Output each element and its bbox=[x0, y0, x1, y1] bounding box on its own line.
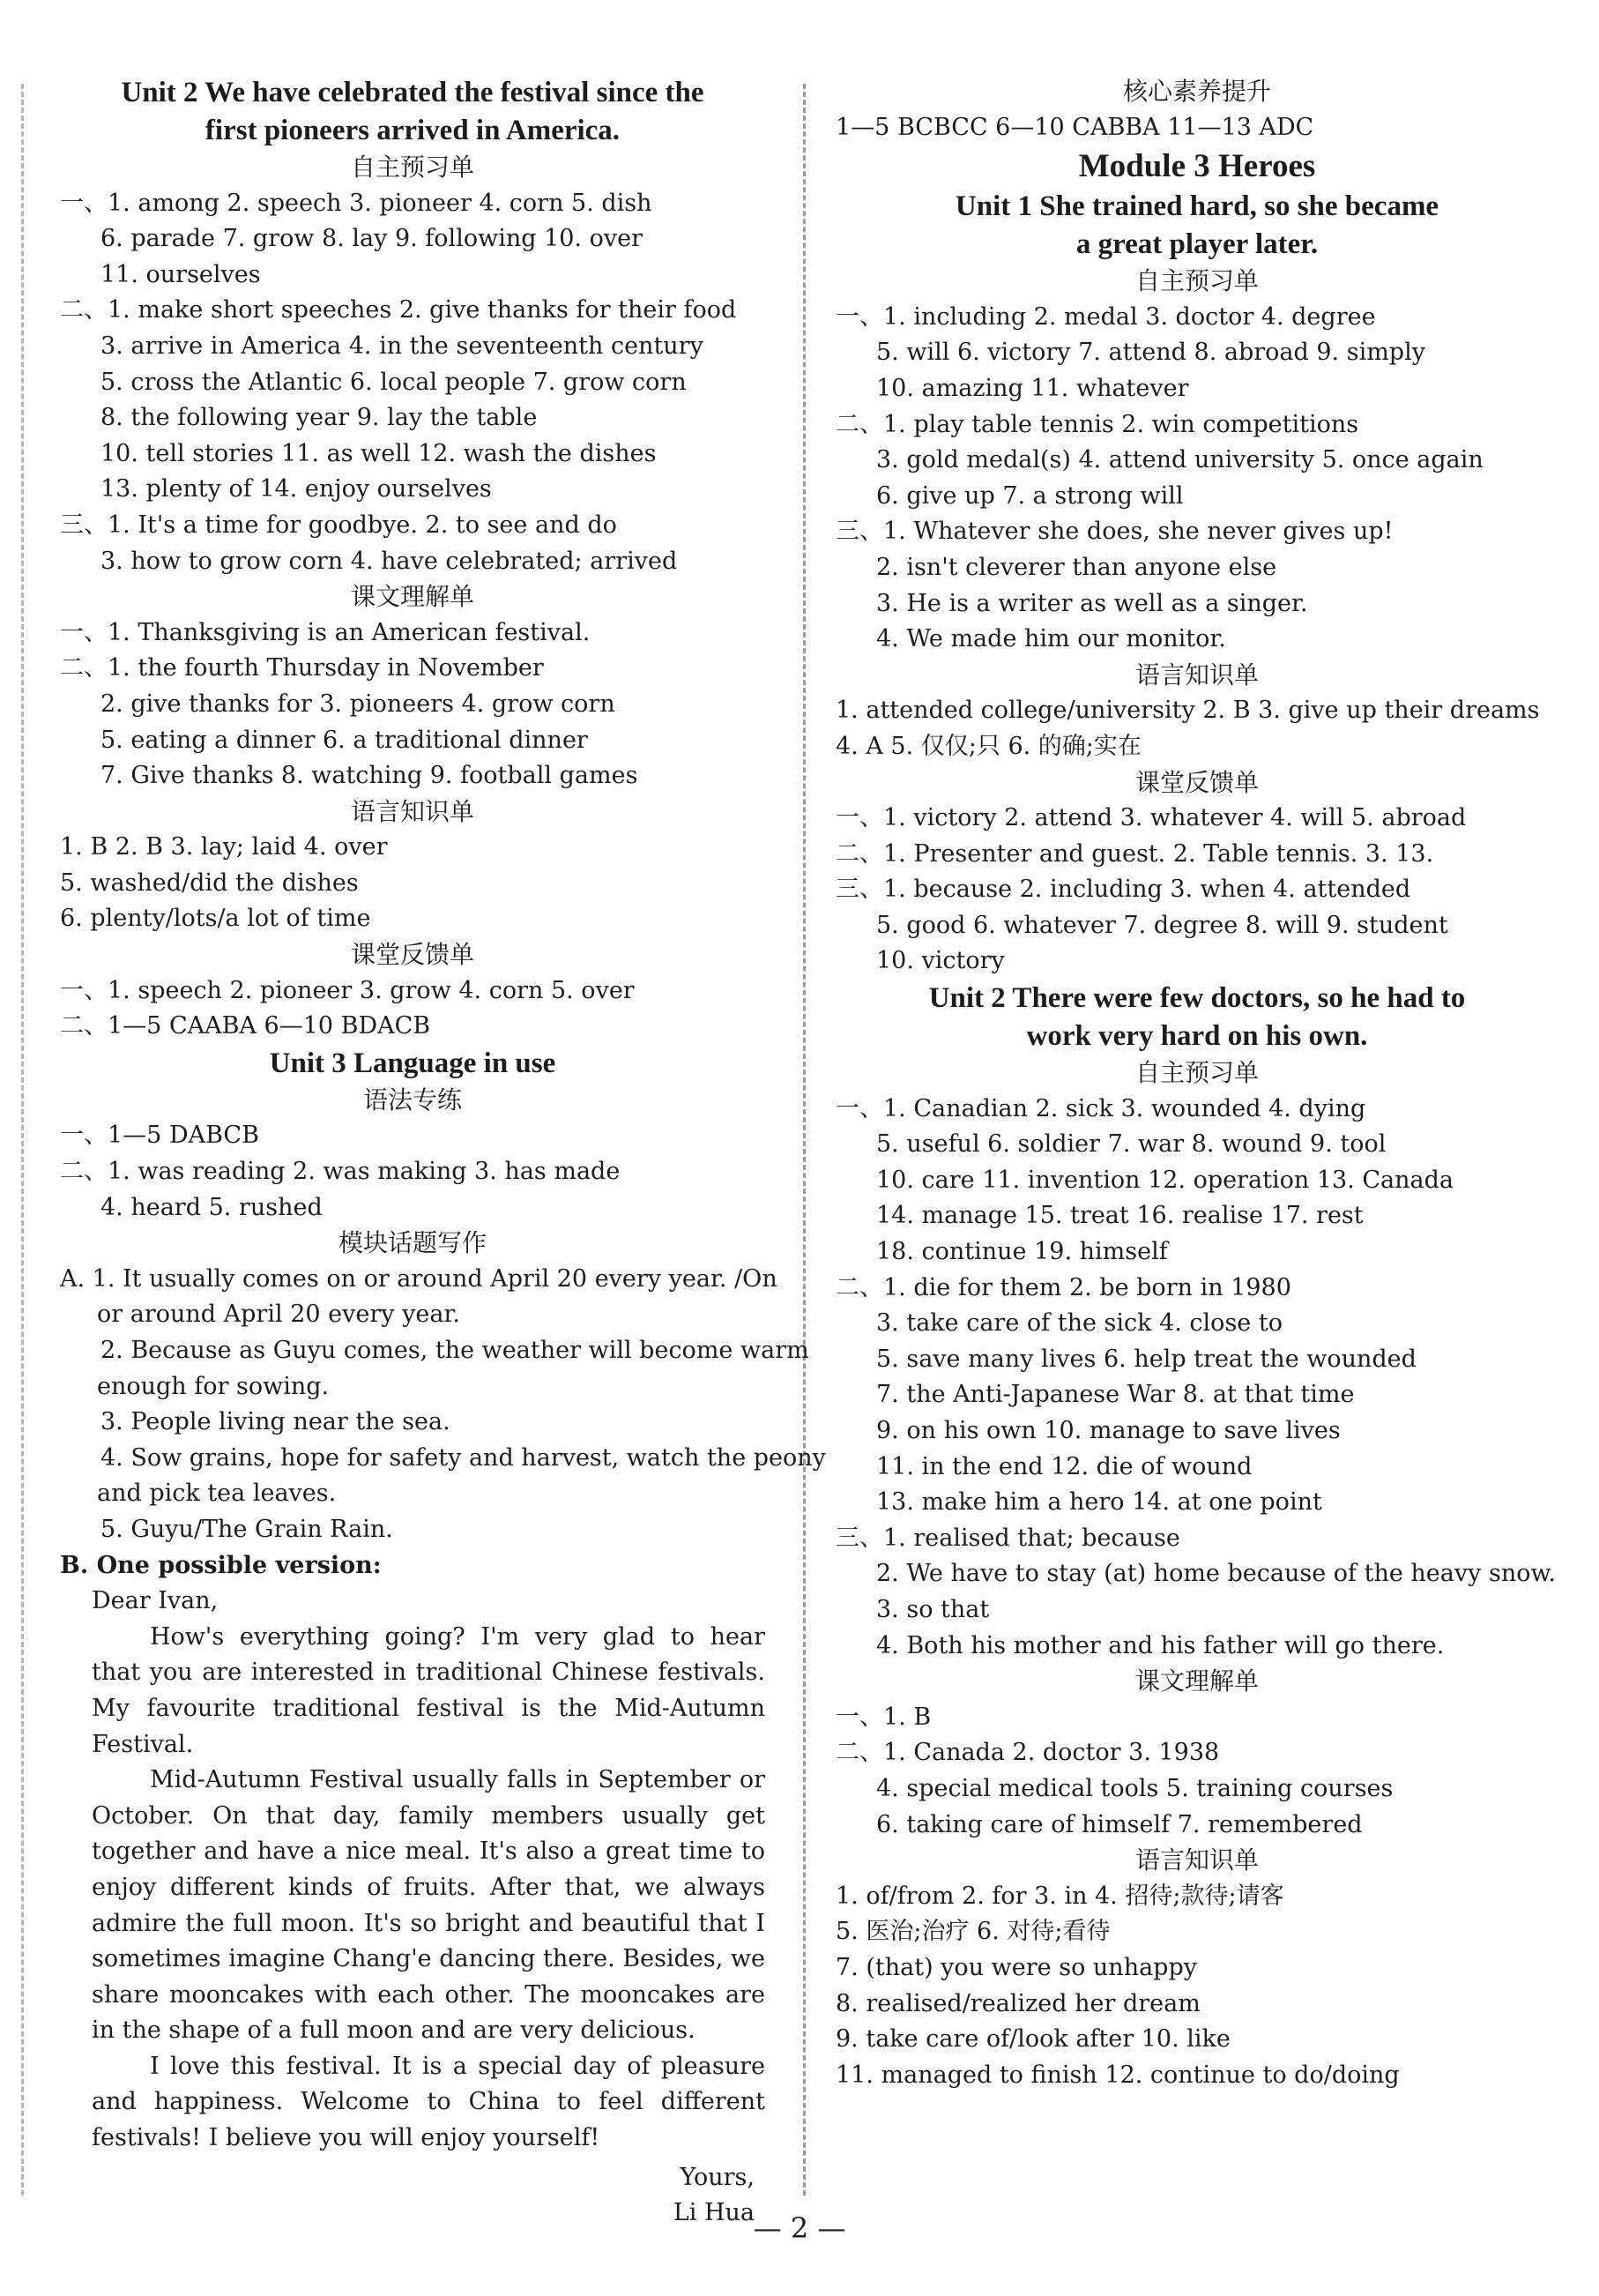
answer-line: 6. give up 7. a strong will bbox=[876, 481, 1184, 510]
answer-line: 5. 医治;治疗 6. 对待;看待 bbox=[836, 1918, 1111, 1946]
letter-paragraph: How's everything going? I'm very glad to hear that you are interested in traditional Chinese festivals. My favourite traditional festival is the Mid-Autumn Festival. bbox=[92, 1622, 765, 1758]
answer-line: 2. give thanks for 3. pioneers 4. grow corn bbox=[100, 690, 615, 718]
section-heading: 课文理解单 bbox=[1134, 1666, 1259, 1696]
answer-line: 14. manage 15. treat 16. realise 17. rest bbox=[876, 1202, 1364, 1230]
unit2-title-line2: work very hard on his own. bbox=[1026, 1020, 1368, 1053]
answer-line: 7. Give thanks 8. watching 9. football games bbox=[100, 762, 638, 790]
section-heading: 语法专练 bbox=[362, 1085, 462, 1114]
section-heading: 课堂反馈单 bbox=[350, 940, 474, 970]
answer-line: 一、1. B bbox=[836, 1703, 932, 1731]
answer-line: 2. We have to stay (at) home because of the heavy snow. bbox=[876, 1560, 1556, 1588]
answer-line: 4. Both his mother and his father will go there. bbox=[876, 1631, 1445, 1659]
answer-line: 二、1. the fourth Thursday in November bbox=[60, 654, 544, 682]
letter-greeting: Dear Ivan, bbox=[92, 1587, 219, 1615]
answer-line: 一、1. including 2. medal 3. doctor 4. degree bbox=[836, 302, 1376, 331]
section-heading: 课堂反馈单 bbox=[1134, 767, 1259, 797]
unit2-title-line1: Unit 2 We have celebrated the festival since the bbox=[121, 77, 704, 108]
section-heading: 课文理解单 bbox=[350, 582, 474, 612]
section-heading: 语言知识单 bbox=[350, 796, 474, 826]
unit1-title-line1: Unit 1 She trained hard, so she became bbox=[955, 190, 1439, 223]
answer-line: 11. ourselves bbox=[100, 260, 261, 288]
module3-title: Module 3 Heroes bbox=[1078, 148, 1316, 185]
letter-signature: Li Hua bbox=[673, 2199, 755, 2227]
answer-line: and pick tea leaves. bbox=[97, 1480, 337, 1508]
section-heading: 自主预习单 bbox=[1134, 266, 1259, 296]
letter-closing: Yours, bbox=[680, 2163, 755, 2191]
answer-line: 一、1. Thanksgiving is an American festival. bbox=[60, 618, 591, 646]
answer-line: A. 1. It usually comes on or around April 20 every year. /On bbox=[60, 1264, 777, 1293]
answer-line: 3. how to grow corn 4. have celebrated; arrived bbox=[100, 547, 678, 575]
section-heading: 自主预习单 bbox=[350, 153, 474, 182]
answer-line: 一、1. speech 2. pioneer 3. grow 4. corn 5. over bbox=[60, 976, 635, 1004]
unit2-title-line1: Unit 2 There were few doctors, so he had to bbox=[928, 982, 1466, 1015]
answer-line: 6. parade 7. grow 8. lay 9. following 10. over bbox=[100, 225, 643, 253]
answer-line: 5. cross the Atlantic 6. local people 7. grow corn bbox=[100, 368, 687, 396]
answer-line: 18. continue 19. himself bbox=[876, 1238, 1168, 1266]
unit3-title: Unit 3 Language in use bbox=[269, 1047, 556, 1079]
answer-line: 3. so that bbox=[876, 1595, 990, 1623]
answer-line: 二、1. die for them 2. be born in 1980 bbox=[836, 1273, 1291, 1301]
answer-line: 一、1—5 DABCB bbox=[60, 1122, 259, 1150]
section-heading: 模块话题写作 bbox=[338, 1228, 487, 1258]
answer-line: 13. plenty of 14. enjoy ourselves bbox=[100, 475, 492, 503]
section-heading: 核心素养提升 bbox=[1122, 77, 1271, 106]
answer-line: 3. People living near the sea. bbox=[100, 1408, 450, 1436]
unit1-title-line2: a great player later. bbox=[1075, 228, 1319, 261]
answer-line: 4. special medical tools 5. training courses bbox=[876, 1774, 1394, 1802]
answer-line: 二、1. Canada 2. doctor 3. 1938 bbox=[836, 1739, 1220, 1767]
answer-line: 9. take care of/look after 10. like bbox=[836, 2025, 1231, 2054]
unit2-title-line2: first pioneers arrived in America. bbox=[205, 115, 621, 146]
answer-line: 1—5 BCBCC 6—10 CABBA 11—13 ADC bbox=[836, 113, 1314, 141]
section-heading: 语言知识单 bbox=[1134, 660, 1259, 690]
answer-line: 10. amazing 11. whatever bbox=[876, 374, 1189, 402]
answer-line: 8. realised/realized her dream bbox=[836, 1989, 1201, 2017]
answer-line: 三、1. because 2. including 3. when 4. attended bbox=[836, 876, 1411, 904]
answer-line: 11. managed to finish 12. continue to do/doing bbox=[836, 2061, 1400, 2089]
section-heading: 自主预习单 bbox=[1134, 1058, 1259, 1088]
answer-line: 10. care 11. invention 12. operation 13. Canada bbox=[876, 1166, 1454, 1194]
column-divider bbox=[803, 84, 806, 2195]
answer-line: 二、1. Presenter and guest. 2. Table tennis. 3. 13. bbox=[836, 839, 1434, 868]
answer-line: 2. isn't cleverer than anyone else bbox=[876, 553, 1277, 581]
answer-line: 7. the Anti-Japanese War 8. at that time bbox=[876, 1381, 1355, 1409]
answer-line: 13. make him a hero 14. at one point bbox=[876, 1488, 1322, 1517]
answer-line: 一、1. among 2. speech 3. pioneer 4. corn 5. dish bbox=[60, 189, 652, 217]
answer-line: 三、1. It's a time for goodbye. 2. to see and do bbox=[60, 511, 617, 539]
answer-line: 5. good 6. whatever 7. degree 8. will 9. student bbox=[876, 911, 1448, 939]
answer-line: 三、1. realised that; because bbox=[836, 1524, 1180, 1552]
page-number: — 2 — bbox=[753, 2211, 846, 2245]
answer-line: 三、1. Whatever she does, she never gives up! bbox=[836, 518, 1394, 546]
answer-line: 1. B 2. B 3. lay; laid 4. over bbox=[60, 833, 388, 861]
answer-line: 7. (that) you were so unhappy bbox=[836, 1953, 1197, 1981]
answer-line: 10. victory bbox=[876, 947, 1005, 975]
answer-line: 5. save many lives 6. help treat the wounded bbox=[876, 1345, 1417, 1373]
answer-line: 5. Guyu/The Grain Rain. bbox=[100, 1515, 393, 1543]
answer-line: 2. Because as Guyu comes, the weather will become warm bbox=[100, 1337, 809, 1364]
answer-line: 一、1. Canadian 2. sick 3. wounded 4. dying bbox=[836, 1094, 1366, 1122]
answer-line: 4. Sow grains, hope for safety and harvest, watch the peony bbox=[100, 1443, 826, 1472]
letter-paragraph: I love this festival. It is a special day of pleasure and happiness. Welcome to China to feel different festivals! I believe you will enjoy yourself! bbox=[92, 2052, 765, 2152]
sample-heading: B. One possible version: bbox=[60, 1551, 382, 1579]
answer-line: 11. in the end 12. die of wound bbox=[876, 1452, 1253, 1480]
answer-line: 8. the following year 9. lay the table bbox=[100, 404, 538, 432]
answer-line: 3. arrive in America 4. in the seventeenth century bbox=[100, 332, 703, 360]
section-heading: 语言知识单 bbox=[1134, 1845, 1259, 1875]
answer-line: 6. plenty/lots/a lot of time bbox=[60, 905, 371, 933]
letter-paragraph: Mid-Autumn Festival usually falls in September or October. On that day, family members usually get together and have a nice meal. It's also a great time to enjoy different kinds of fruits. After that, we always admire the full moon. It's so bright and beautiful that I sometimes imagine Chang'e dancing there. Besides, we share mooncakes with each other. The mooncakes are in the shape of a full moon and are very delicious. bbox=[92, 1766, 765, 2045]
answer-line: 4. We made him our monitor. bbox=[876, 625, 1226, 653]
left-column bbox=[60, 74, 826, 2232]
answer-line: 1. of/from 2. for 3. in 4. 招待;款待;请客 bbox=[836, 1882, 1284, 1910]
answer-line: 3. gold medal(s) 4. attend university 5. once again bbox=[876, 446, 1484, 474]
answer-line: 二、1. was reading 2. was making 3. has made bbox=[60, 1158, 621, 1186]
answer-line: 5. eating a dinner 6. a traditional dinner bbox=[100, 726, 588, 754]
answer-line: 1. attended college/university 2. B 3. give up their dreams bbox=[836, 697, 1540, 725]
answer-line: 3. take care of the sick 4. close to bbox=[876, 1309, 1283, 1338]
answer-line: 4. heard 5. rushed bbox=[100, 1193, 323, 1221]
answer-line: or around April 20 every year. bbox=[97, 1301, 460, 1329]
answer-line: 二、1—5 CAABA 6—10 BDACB bbox=[60, 1012, 431, 1040]
answer-line: 一、1. victory 2. attend 3. whatever 4. will 5. abroad bbox=[836, 804, 1467, 832]
right-column bbox=[836, 74, 1558, 2093]
answer-line: 10. tell stories 11. as well 12. wash the dishes bbox=[100, 439, 657, 467]
answer-line: 5. washed/did the dishes bbox=[60, 868, 359, 897]
answer-line: 二、1. make short speeches 2. give thanks for their food bbox=[60, 296, 737, 324]
answer-line: enough for sowing. bbox=[97, 1372, 330, 1400]
answer-line: 5. useful 6. soldier 7. war 8. wound 9. tool bbox=[876, 1130, 1387, 1159]
answer-line: 5. will 6. victory 7. attend 8. abroad 9. simply bbox=[876, 339, 1425, 367]
answer-line: 4. A 5. 仅仅;只 6. 的确;实在 bbox=[836, 732, 1142, 760]
answer-line: 6. taking care of himself 7. remembered bbox=[876, 1810, 1363, 1838]
answer-line: 二、1. play table tennis 2. win competitions bbox=[836, 410, 1359, 438]
answer-line: 3. He is a writer as well as a singer. bbox=[876, 589, 1308, 617]
answer-line: 9. on his own 10. manage to save lives bbox=[876, 1417, 1341, 1444]
left-margin-dashes bbox=[21, 84, 24, 2195]
